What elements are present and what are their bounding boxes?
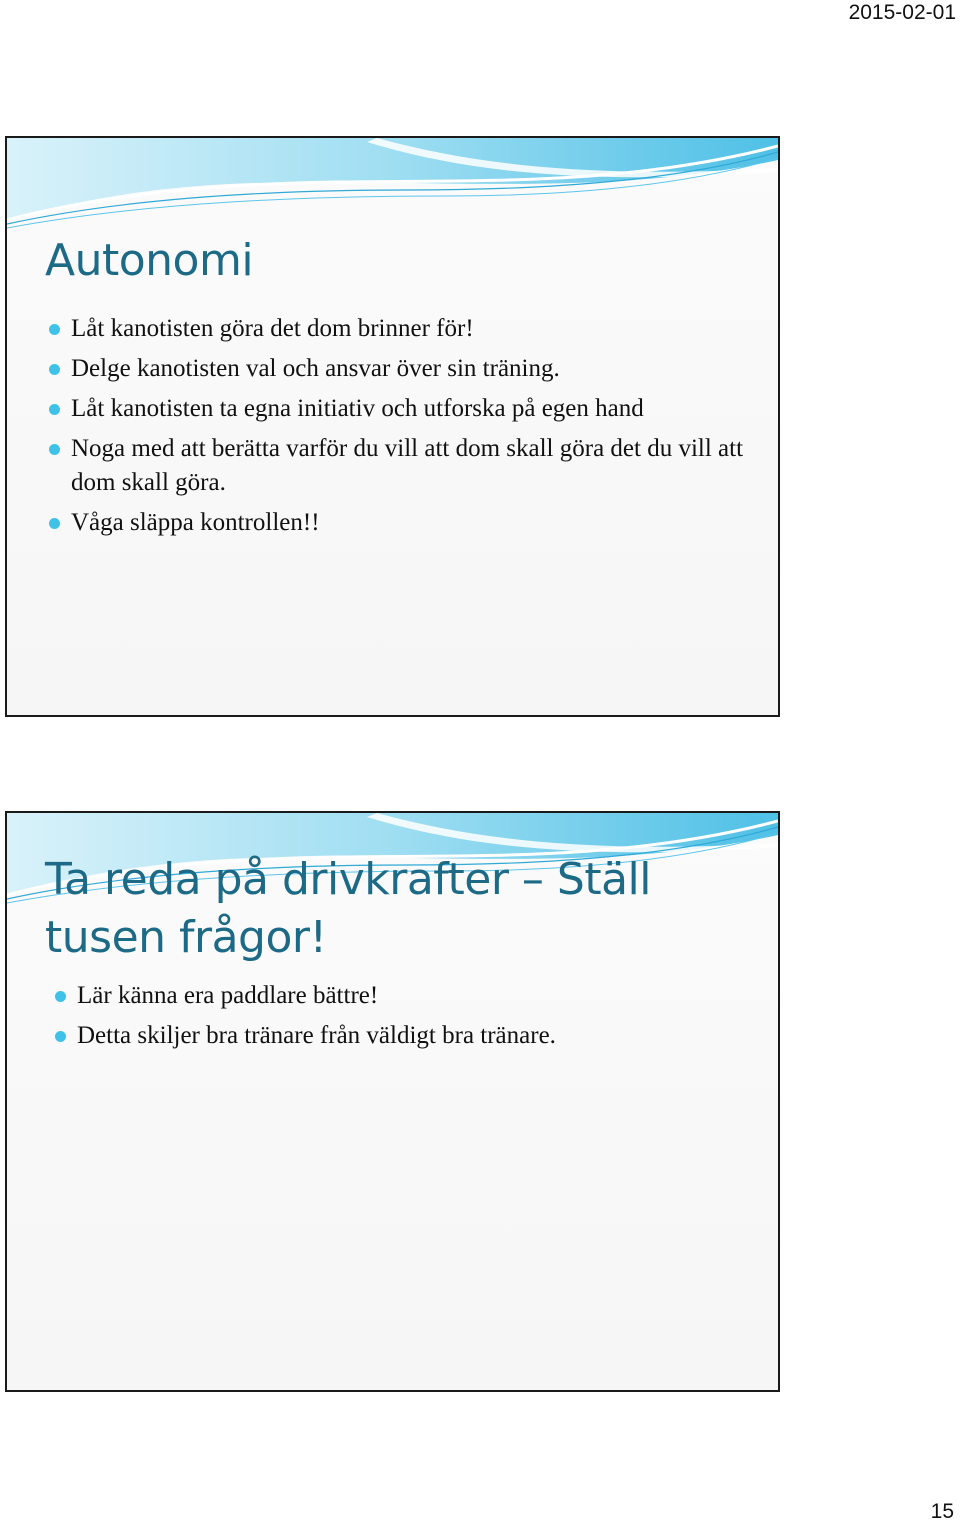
bullet-text: Våga släppa kontrollen!! <box>71 509 320 536</box>
bullet-icon <box>49 444 60 455</box>
bullet-icon <box>49 518 60 529</box>
slide-autonomi <box>5 136 780 717</box>
list-item <box>53 1019 763 1053</box>
bullet-text: Detta skiljer bra tränare från väldigt bra tränare. <box>77 1022 556 1049</box>
slide-drivkrafter <box>5 811 780 1392</box>
bullet-icon <box>49 404 60 415</box>
bullet-icon <box>49 324 60 335</box>
list-item <box>53 979 763 1013</box>
bullet-text: Lär känna era paddlare bättre! <box>77 982 379 1009</box>
page-date: 2015-02-01 <box>848 1 956 24</box>
page-number: 15 <box>930 1500 954 1523</box>
bullet-list <box>47 312 767 546</box>
bullet-text: Noga med att berätta varför du vill att dom skall göra det du vill att dom skall göra. <box>71 435 744 496</box>
list-item <box>47 312 767 346</box>
list-item <box>47 352 767 386</box>
bullet-icon <box>49 364 60 375</box>
bullet-icon <box>55 991 66 1002</box>
bullet-text: Låt kanotisten ta egna initiativ och utforska på egen hand <box>71 395 644 422</box>
list-item <box>47 506 767 540</box>
wave-header-graphic <box>7 138 778 238</box>
bullet-list <box>53 979 763 1059</box>
slide-title: Ta reda på drivkrafter – Ställ tusen frågor! <box>45 854 652 963</box>
bullet-text: Delge kanotisten val och ansvar över sin träning. <box>71 355 560 382</box>
bullet-icon <box>55 1031 66 1042</box>
slide-title: Autonomi <box>45 235 254 286</box>
list-item <box>47 392 767 426</box>
bullet-text: Låt kanotisten göra det dom brinner för! <box>71 315 474 342</box>
list-item <box>47 432 767 500</box>
